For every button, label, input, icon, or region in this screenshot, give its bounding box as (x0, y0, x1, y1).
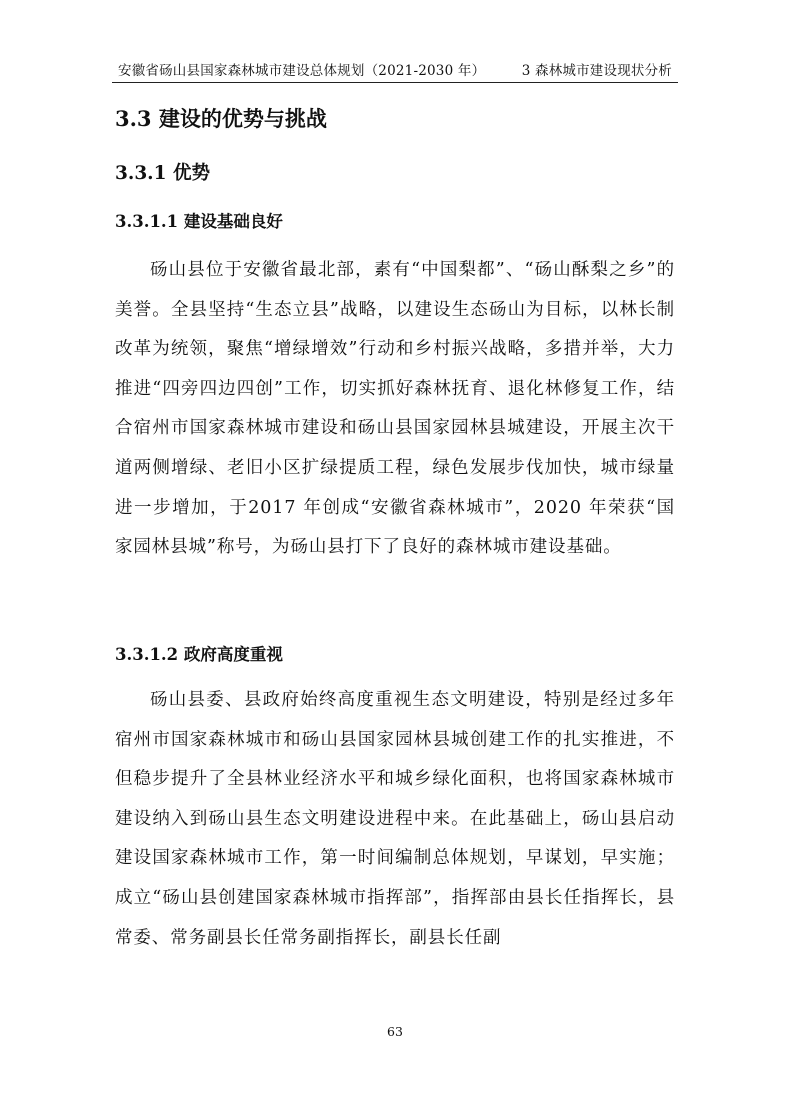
header-chapter-title: 3 森林城市建设现状分析 (521, 63, 672, 79)
subsection-heading: 3.3.1 优势 (115, 163, 210, 184)
item-heading-1: 3.3.1.1 建设基础良好 (115, 212, 283, 231)
paragraph-1: 砀山县位于安徽省最北部，素有“中国梨都”、“砀山酥梨之乡”的美誉。全县坚持“生态立县”战略，以建设生态砀山为目标，以林长制改革为统领，聚焦“增绿增效”行动和乡村振兴战略，多措并举，大力推进“四旁四边四创”工作，切实抓好森林抚育、退化林修复工作，结合宿州市国家森林城市建设和砀山县国家园林县城建设，开展主次干道两侧增绿、老旧小区扩绿提质工程，绿色发展步伐加快，城市绿量进一步增加，于2017 年创成“安徽省森林城市”，2020 年荣获“国家园林县城”称号，为砀山县打下了良好的森林城市建设基础。 (115, 260, 675, 558)
header-document-title: 安徽省砀山县国家森林城市建设总体规划（2021-2030 年） (118, 63, 486, 79)
paragraph-2: 砀山县委、县政府始终高度重视生态文明建设，特别是经过多年宿州市国家森林城市和砀山县国家园林县城创建工作的扎实推进，不但稳步提升了全县林业经济水平和城乡绿化面积，也将国家森林城市建设纳入到砀山县生态文明建设进程中来。在此基础上，砀山县启动建设国家森林城市工作，第一时间编制总体规划，早谋划，早实施；成立“砀山县创建国家森林城市指挥部”，指挥部由县长任指挥长，县常委、常务副县长任常务副指挥长，副县长任副 (115, 690, 675, 948)
running-header (112, 56, 678, 83)
section-heading: 3.3 建设的优势与挑战 (115, 106, 327, 131)
page-number: 63 (387, 1024, 403, 1039)
item-heading-2: 3.3.1.2 政府高度重视 (115, 645, 283, 664)
